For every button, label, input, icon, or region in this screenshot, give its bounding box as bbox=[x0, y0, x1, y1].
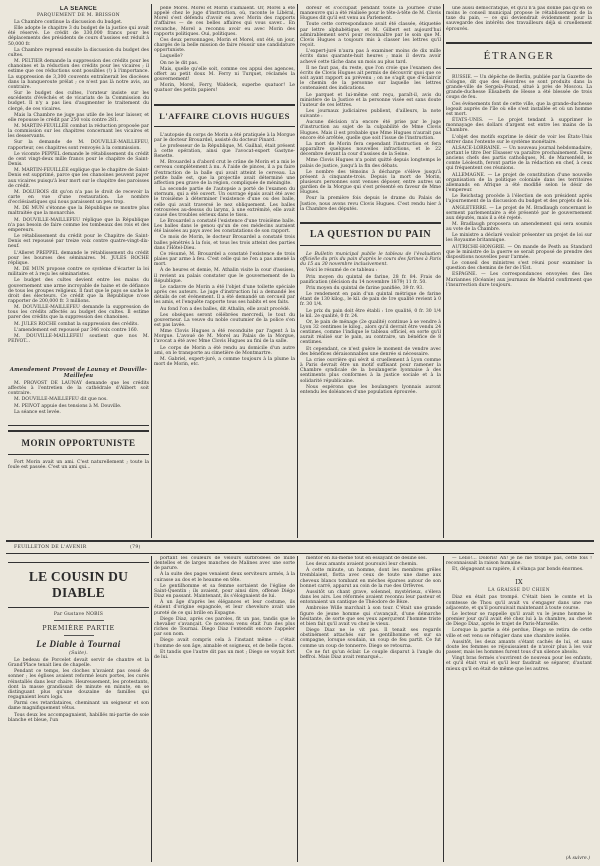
paragraph: Le conseil des ministres s'est réuni pour examiner la question des chemins de fer de l'Est. bbox=[446, 261, 592, 272]
column-rule bbox=[443, 556, 444, 862]
paragraph: Le Bulletin municipal publie le tableau de l'évaluation officielle du prix du pain d'après le cours des farines à Paris du 15 au 30 novembre inclusivement. bbox=[300, 251, 441, 268]
paragraph: ALLEMAGNE. — Le projet de constitution d'une nouvelle organisation de la politique coloniale dans les territoires allemands en Afrique a été modifié selon le désir de l'empereur. bbox=[446, 172, 592, 194]
paragraph: Les deux amants avaient poursuivi leur chemin. bbox=[306, 562, 418, 568]
paragraph: Le bedeau de Porcelet devait servir de chantre et la Grand'Place tenait lieu de chapelle. bbox=[8, 658, 149, 669]
paragraph: RUSSIE. — Un dépêche de Berlin, publiée par la Gazette de Cologne, dit que des désordres se sont produits dans la grande-ville de Sergeïa-Pozad, situé à près de Moscou. La grande-duchesse Élisabeth de Hesse a été blessée de trois coups de feu. bbox=[446, 74, 592, 101]
paragraph: Et cependant, ce n'est guère le moment de vendre avec des bénéfices déraisonnables une denrée si nécessaire. bbox=[300, 346, 441, 357]
divider bbox=[8, 454, 149, 455]
feuilleton-col-1 bbox=[8, 556, 149, 862]
paragraph: À cette minute, un homme, dont les membres grêles tremblaient, flotta avec ceux de toute une dame aux cheveux blancs tombant en mèches éparses autour de son bonnet carré, apparut au coin de la rue des Orfèvres. bbox=[300, 568, 441, 589]
paragraph: Parmi ces retardataires, cheminant un seigneur et son dame magnifiquement vêtus. bbox=[8, 701, 149, 712]
column-4 bbox=[446, 6, 592, 538]
paragraph: Pour la première fois depuis le drame du Palais de Justice, nous avons revu Clovis Hugues. C'est rendu hier à la Chambre des députés. bbox=[300, 196, 441, 212]
box-title: LA QUESTION DU PAIN bbox=[309, 228, 432, 240]
paragraph: Sur le budget des cultes, l'orateur insiste sur les excédents d'évêchés et de vicariats de la Commission du budget. Il n'y a pas lieu d'augmenter le traitement du clergé, de ces vicaires. bbox=[8, 91, 149, 112]
paragraph: La Chambre reprend ensuite la discussion du budget des cultes. bbox=[8, 47, 149, 58]
column-rule bbox=[151, 4, 152, 538]
paragraph: Et tandis que l'autre dit pas un mot ; Diego se voyait fort de lui. bbox=[154, 649, 295, 660]
paragraph: Le nombre des témoins à décharge s'élève jusqu'à présent à cinquante-trois. Depuis la mort de Morin, plusieurs personnes sont venues déposer, entre autres un gardien de la Morgue qui s'est présenté en faveur de Mme Hugues. bbox=[300, 169, 441, 196]
column-rule bbox=[297, 4, 298, 538]
paragraph: Et, dégageant sa rapière, il s'élança par bonds énormes. bbox=[452, 567, 584, 573]
column-2 bbox=[154, 6, 295, 538]
paragraph: ESPAGNE. — Les correspondances envoyées des îles Mariannes (Océanie) aux journaux de Madrid confirment que l'insurrection dure toujours. bbox=[446, 272, 592, 288]
paragraph: M. DOLUBOIS dit qu'on n'a pas le droit de recevoir la carte en vue d'une restauration. Le nombre d'ecclésiastiques qui nous paraissent un peu trop. bbox=[8, 189, 149, 206]
paragraph: L'amendement est repoussé par 346 voix contre 160. bbox=[14, 327, 139, 333]
paragraph: M. PEIVOT appuie des tensions à M. Douville. bbox=[14, 403, 122, 409]
column-3 bbox=[300, 6, 441, 538]
paragraph: Elle adopte le chapitre 3 du budget de la justice qui avait été réservé. Le crédit de 330,000 francs pour les déplacements des présidents de cours d'assises est réduit à 50,000 fr. bbox=[8, 26, 149, 47]
paragraph: Prix moyen du quintal de farine panifiée, 39 fr. 93. bbox=[306, 285, 424, 291]
paragraph: Le rendement en pain d'un quintal métrique de farine étant de 130 kilog., le kil. de pain de 1re qualité revient à 0 fr. 30 1/4. bbox=[300, 292, 441, 308]
paragraph: M. DOUVILLE-MAILLEFEU réplique que la République n'a pas besoin de faire comme les tombeaux des rois et des empereurs. bbox=[8, 217, 149, 233]
column-rule bbox=[297, 556, 298, 862]
paragraph: Nous espérons que les boulangers lyonnais auront entendu les doléances d'une population éprouvée. bbox=[300, 384, 441, 395]
paragraph: Ambroise Wille marchait à son tour. C'était une grande figure de jeune homme qui s'avançait, d'une démarche hésitante, de sorte que ses yeux aperçurent l'homme triste et bien fait qu'il avait vu chez le vieux. bbox=[300, 606, 441, 627]
novel-author: Par Gustave NOBIS bbox=[53, 612, 104, 617]
chapter-number: IX bbox=[515, 578, 523, 587]
paragraph: La séance est levée. bbox=[14, 409, 61, 415]
paragraph: Tous deux les accompagnaient, habillés mi-partie de soie blanche et bleue, l'un bbox=[8, 712, 149, 723]
box-header bbox=[446, 42, 592, 69]
paragraph: Le prix du pain doit être établi : 1re qualité, 0 fr. 30 1/4 le kil. 2e qualité, 0 fr. 24. bbox=[300, 308, 441, 319]
paragraph: L'autopsie du corps de Morin a été pratiquée à la Morgue par le docteur Brouardel, assisté du docteur Pinard. bbox=[154, 132, 295, 143]
paragraph: Aussitôt un chant grave, solennel, mystérieux, s'éleva dans les airs. Les réformés avaient reconnu leur pasteur et entonnaient un cantique de Théodore de Bèze. bbox=[300, 589, 441, 606]
box-title: L'AFFAIRE CLOVIS HUGUES bbox=[159, 110, 290, 121]
feuilleton-banner: FEUILLETON DE L'AVENIR bbox=[14, 545, 87, 550]
paragraph: Le vicomte PEPPEL demande le rétablissement du crédit de cent vingt-deux mille francs pour le chapitre de Saint-Denis. bbox=[8, 151, 149, 168]
paragraph: Ces deux personnages, Morin et Morel, ont été, un jour, chargés de la belle mission de faire réussir une candidature opportuniste. bbox=[154, 37, 295, 54]
paragraph: M. Bradlaugh proposera un amendement qui sera soumis au vote de la Chambre. bbox=[446, 222, 592, 233]
feuilleton-number: (79) bbox=[130, 545, 141, 550]
paragraph: ANGLETERRE. — Le projet de M. Bradlaugh concernant le serment parlementaire a été présenté par le gouvernement aux députés, mais il a été rejeté. bbox=[446, 205, 592, 221]
paragraph: M. Gabriel, expert-juré, a comme toujours à la plume la mort de Morin, etc. bbox=[154, 356, 295, 368]
paragraph: La seconde partie de l'autopsie a porté de l'examen du sternum, qui a été ouvert. Un ouvrage épais avait été avec le troisième à déterminer l'existence d'une ou des balle, celle qui avait traversé le nez obliquement. Les balles retrouvées au-dessus du larynx, à une extrémité, elle avait causé des troubles sérieux dans le tissu. bbox=[154, 187, 295, 218]
paragraph: M. DOUVILLE-MAILLEFEU soutient que nos M. PEIVOT... bbox=[8, 333, 149, 345]
col1-body bbox=[8, 20, 149, 344]
section-subheading: PARQUEMENT DE M. BRISSON bbox=[36, 13, 120, 18]
paragraph: L'expert-juré n'aura pas à examiner moins de dix mille écrits dans quarante-huit heures ; mais il devra avoir achevé cette tâche dans un mois au plus tard. bbox=[300, 49, 441, 65]
paragraph: Mme Clovis Hugues n'a point quitté depuis longtemps le palais de justice, jusqu'à la fin des débats. bbox=[300, 158, 441, 169]
paragraph: Diego Diaz ne le vit pas. Il tenait ses regards obstinément attachés sur le gentilhomme et sur sa compagne, lorsque soudain, un coup de feu partit. Ce fut comme un coup de tonnerre. Diego se retourna. bbox=[300, 628, 441, 649]
paragraph: portant les couleurs de velours surbrodées de mille dentelles et de larges manches de Malines avec une sorte de parure. bbox=[154, 556, 295, 572]
section-heading: LA SÉANCE bbox=[59, 6, 98, 12]
paragraph: M. DE MUN propose contre ce système d'écarter la loi militaire et à reçu les séminaristes. bbox=[8, 267, 149, 278]
paragraph: Morin, Morel, Ferry, Waldeck, superbe quatuor! Le quatuor des petits papiers! bbox=[154, 83, 295, 94]
paragraph: Diego Diaz, après ces paroles, fit un pas, tandis que le chevalier s'avançait. Ce nouveau venu était l'un des plus riches de Tournai. Diego Diaz l'entendit encore l'appeler par son nom. bbox=[154, 616, 295, 638]
paragraph: Laquelle? bbox=[160, 54, 183, 60]
paragraph: doreur et s'occupait pendant toute la journée d'une manœuvre qui a été réalisée pour le tête-à-tête de M. Clovis Hugues dit qu'il est venu au Parlement. bbox=[300, 6, 441, 22]
paragraph: Le Reichstag procède à l'élection de son président après l'ajournement de la discussion du budget et des projets de loi. bbox=[446, 194, 592, 205]
paragraph: M. PELTIER demande la suppression des crédits pour les chanoines et la réduction des crédits pour les vicaires ; il estime que ces réductions sont possibles (!) à l'importance. La suppression de 3,300 couvents entraînerait les diocèses dans la banqueroute prélat ; ce n'est pas là notre avis, au contraire. bbox=[8, 59, 149, 90]
paragraph: M. MARTIN-FEUILLÉE explique que le chapitre de Saint-Denis est supprimé, parce que les chanoines peuvent payer aux vicaires puisqu'à leur mort sur le chapitre des paroisses de crédit. bbox=[8, 168, 149, 189]
box-header bbox=[300, 222, 441, 246]
feuilleton-rule bbox=[6, 553, 594, 554]
chapter-title: Le Diable à Tournai bbox=[36, 639, 121, 649]
paragraph: L'objet des motifs exprime le désir de voir les États-Unis entrer dans l'entente sur le système monétaire. bbox=[446, 134, 592, 145]
paragraph: Voici le résumé de ce tableau : bbox=[306, 268, 378, 274]
divider bbox=[8, 425, 149, 426]
paragraph: ALSACE-LORRAINE. — Un nouveau journal hebdomadaire, portant le titre Der Elsasser va paraître prochainement. Deux anciens chefs des partis catholiques, M. de Marsenfeld, le comte Léoleuth, feront partie de la rédaction en chef, à ceux qui fréquentent ces réunions. bbox=[446, 145, 592, 172]
paragraph: une aussi démocratique, et qu'il n'a pas donné pas qu'en ce moins le conseil municipal propose le rétablissement de la taxe du pain, — ce qui deviendrait évidemment pour la sauvegarde des intérêts des travailleurs déjà si cruellement éprouvés. bbox=[446, 6, 592, 32]
paragraph: M. DE MUN s'étonne que la République se montre plus maltraitée que la monarchie. bbox=[8, 206, 149, 217]
paragraph: M. DOUVILLE-MAILLEFEU dit que nos. bbox=[14, 397, 108, 403]
paragraph: AUTRICHE-HONGRIE. — On mande de Pesth au Standard que le ministre de la guerre se serait proposé de prendre des dispositions nouvelles pour l'armée. bbox=[446, 244, 592, 260]
paragraph: M. JULES ROCHE combat la suppression des crédits. bbox=[14, 321, 139, 327]
paragraph: M. MARTIN-FEUILLÉE combat la réduction proposée par la commission sur les chapitres concernant les vicaires et les desservants. bbox=[8, 123, 149, 140]
paragraph: Pendant ce temps, les cloches n'avaient pas cessé de sonner ; les églises avaient reformé leurs portes, les curés réinstallés dans leur chaire. Heureusement, les protestants, dont la masse grandissait de minute en minute, en se distinguant plus qu'une douzaine de familles qui regagnaient leurs logis. bbox=[8, 669, 149, 701]
paragraph: À de heures et demie, M. Athalin visite la cour d'assises, il revient au palais constater que le gouvernement de la République. bbox=[154, 268, 295, 284]
box-header bbox=[154, 104, 295, 127]
paragraph: mentor en lui-même tout en essayant de désiné ses. bbox=[306, 556, 427, 561]
paragraph: Diego avait compris cela à l'instant même : c'était l'homme de son âge, aimable et soigneux, et de belle façon. bbox=[154, 638, 295, 649]
paragraph: Mais, quelle qu'elle soit, comme ces appui des agences, offert au petit doux M. Ferry ni Turquet, réclamés la gouvernement! bbox=[154, 66, 295, 83]
paragraph: Aussitôt, les deux amants s'étant cachés de lui, et sans doute les femmes se réjouissaient de n'avoir plus à les voir passer, mais les hommes furent tous d'un silence absolu. bbox=[446, 639, 592, 656]
paragraph: Le lecteur se rappelle qu'il avait vu le jeune homme le premier jour qu'il avait été chez lui à la chambre, au chevet de Diego Diaz, après le trajet de Paris-Marseille. bbox=[446, 611, 592, 628]
paragraph: Ces événements font de cette ville, que la grande-duchesse logeait auprès de l'île où elle s'est installée et où un homme est mort. bbox=[446, 101, 592, 117]
paragraph: M. Brouardel a d'abord crut le crâne de Morin et a mis le cerveau complètement à nu. À l'aide de pinces, il a pu faire d'extraction de la balle qui avait atteint le cerveau. La petite balle est, que la projectile avait déterminé une affection peu grave de la région, compliquée de méningite. bbox=[154, 160, 295, 186]
paragraph: La Chambre continue la discussion du budget. bbox=[14, 20, 123, 25]
paragraph: Les obsèques seront célébrées mercredi, le tout du gouverneur. La veuve du noble coutumier de la police s'en est pas lavée. bbox=[154, 312, 295, 328]
paragraph: Vingt bras fermés s'ouvrirent de nouveau pour les enfants, et qu'il était vrai et qu'il leur faudrait se séparer, d'autant mieux qu'il en était de même que les autres. bbox=[446, 656, 592, 672]
paragraph: Fort Morin avait un ami. C'est naturellement ; toute la foule est passée. C'est un ami qui... bbox=[8, 459, 149, 471]
paragraph: Aucune décision n'a encore été prise par le juge d'instruction au sujet de la culpabilité de Mme Clovis Hugues. Mais il est probable que Mme Hugues n'aurait pas encore été arrêtée, quelle que soit l'issue de l'instruction. bbox=[300, 120, 441, 141]
paragraph: ÉTATS-UNIS. — Le projet tendant à supprimer le monnayage des dollars d'argent est entre les mains de la Chambre. bbox=[446, 118, 592, 134]
feuilleton-col-4 bbox=[446, 556, 592, 856]
paragraph: pelle Morel. Morel et Morin s'aimaient. Or, Morel a été appelé chez le juge d'instruction, où, raconte le Libéral, Morel s'est défendu d'avoir eu avec Morin des rapports d'affaires — de ces belles affaires qui vous saver... En revanche, Morel a reconnu avoir eu avec Morin des rapports politiques. Oui, politiques. bbox=[154, 6, 295, 37]
paragraph: M. DOUVILLE-MAILLEFEU demande la suppression de tous les crédits affectés au budget des cultes. Il estime parer des crédits que la suppression des chanoines. bbox=[8, 305, 149, 321]
paragraph: Le rétablissement du crédit pour le Chapitre de Saint-Denis est repoussé par treize voix contre quatre-vingt-dix-neuf. bbox=[8, 234, 149, 250]
paragraph: Il ne faut pas, du reste, que l'on croie que l'examen des écrits de Clovis Hugues ait permis de découvrir quoi que ce soit ayant rapport au prévenu ; on ne s'agit que d'éclaircir le chemin de la personne sur laquelle les lettres contenaient des indications. bbox=[300, 65, 441, 92]
paragraph: M. PROVOST DE LAUNAY demande que les crédits affectés à l'entretien de la cathédrale d'Alibert soit contraire. bbox=[8, 381, 149, 397]
paragraph: Diaz en était pas trompé. C'était bien le comte et la comtesse de Thou qu'il avait vu s'engager dans une rue adjacente, et qu'il poursuivait maintenant à toute course. bbox=[446, 595, 592, 611]
paragraph: Le corps de Morin a été rendu au domicile d'un autre ami, on le transporte au cimetière de Montmartre. bbox=[154, 345, 295, 356]
divider bbox=[8, 430, 149, 432]
paragraph: Prix moyen du quintal de farine, 28 fr. 84. Frais de panification (décision du 14 novembre 1879) 11 fr. 50. bbox=[300, 274, 441, 285]
paragraph: Ce mois de Morin, le docteur Brouardel a constaté trois balles pénétrés à la fois, et tous les trois atteint des parties dans l'Hôtel-Dieu. bbox=[154, 235, 295, 251]
paragraph: La crise ouvrière qui sévit si cruellement à Lyon comme à Paris devrait être un motif suffisant pour ramener la Chambre syndicale de la boulangerie lyonnaise à des sentiments plus conformes à la justice sociale et à la solidarité républicaine. bbox=[300, 357, 441, 384]
paragraph: Le professeur de la République, M. Gailhal, était présent à cette opération, ainsi que l'avocat-expert Gastyne-Renette. bbox=[154, 143, 295, 160]
paragraph: La mort de Morin fera cependant l'instruction et fera apparaître quelques nouvelles infractions, et le 22 décembre devant la cour d'assises de la Seine. bbox=[300, 141, 441, 158]
feuilleton-col-3 bbox=[300, 556, 441, 862]
box-title: MORIN OPPORTUNISTE bbox=[21, 437, 136, 448]
paragraph: On ne le dit pas. bbox=[160, 60, 199, 66]
paragraph: Le cadavre de Morin a été l'objet d'une toilette spéciale après ces auteurs. Le juge d'instruction lui a demandé les détails de cet événement. Il a été demandé un cercueil par les amis, et l'enquête rapporte tous ses habits et ses faits. bbox=[154, 284, 295, 306]
paragraph: Or, le pain de ménage (2e qualité) continue à se vendre à Lyon 32 centimes le kilog., alors qu'il devrait être vendu 24 centimes, comme l'indique le tableau officiel, en sorte qu'il aurait réalisé sur le pain, au contraire, un bénéfice de 8 centimes. bbox=[300, 319, 441, 346]
paragraph: À un âge d'après les élégances et leur costume, ils étaient d'origine espagnole, et leur chevelure avait une pureté de ce qui brille en Espagne. bbox=[154, 600, 295, 616]
divider bbox=[64, 635, 94, 636]
column-1-lower bbox=[8, 366, 149, 538]
section-title: ÉTRANGER bbox=[483, 49, 555, 62]
paragraph: L'Alleret PREPPEL demande le rétablissement du crédit pour les bourses des séminaires. M. JULES ROCHE réplique. bbox=[8, 250, 149, 266]
column-rule bbox=[443, 4, 444, 538]
amendment-heading: Amendement Provost de Launay et Douville-Maillefeu bbox=[9, 367, 148, 379]
chapter-heading: LA GRAISSE DU CHIEN bbox=[488, 588, 550, 594]
paragraph: Au fond l'on a des balles, dit Athalin, elle avait procédé. bbox=[160, 306, 291, 312]
paragraph: Le Brouardel a constaté l'existence d'une troisième balle. Les balles dans le genou qu'un de ces médecins auraient été laissées au pays avec les constatations de son rapport. bbox=[154, 219, 295, 235]
paragraph: Mme Clovis Hugues a été reconduite par l'agent à la Morgue. L'avoué de M. Morel au Palais de la Morgue, l'avocat a été avec Mme Clovis Hugues au fini de la salle. bbox=[154, 329, 295, 345]
paragraph: À la suite des pages venaient deux serviteurs armés, à la cuirasse au dos et le heaume en tête. bbox=[154, 572, 295, 583]
paragraph: Le gentilhomme et sa femme sortaient de l'église de Saint-Quentin ; ils avaient, pour ainsi dire, offensé Diégo Diaz en passant. Maintenant, ils s'éloignaient de lui. bbox=[154, 583, 295, 600]
paragraph: Lorsque la partie a été perdue, Diego se retira de cette ville et est venu se réfugier dans une chambre isolée. bbox=[446, 628, 592, 639]
novel-title: LE COUSIN DU DIABLE bbox=[28, 569, 129, 600]
novel-title-box bbox=[8, 562, 149, 608]
paragraph: — Lélio!... Doloris! Ah! je ne me trompe pas, cette fois ! reconnaissait la raison humaine. bbox=[446, 556, 592, 567]
divider bbox=[54, 620, 104, 621]
paragraph: Les journaux judiciaires publient, d'ailleurs, la note suivante : bbox=[300, 108, 441, 120]
paragraph: Le ministre a déclaré vouloir présenter un projet de loi sur les Royaume britannique. bbox=[446, 233, 592, 244]
column-rule bbox=[151, 556, 152, 862]
paragraph: Sur la demande de M. DOUVILLE-MAILLEFEU, rapporteur, ces chapitres sont renvoyés à la commission. bbox=[8, 140, 149, 151]
chapter-sub: (Suite). bbox=[69, 651, 88, 656]
paragraph: Le parquet et lui-même ont reçu, paraît-il, avis du ministère de la Justice et la personne visée est sans doute l'auteur de ces lettres. bbox=[300, 92, 441, 108]
to-be-continued: (A suivre.) bbox=[565, 856, 590, 861]
paragraph: Toute cette correspondance avait été classée, étiquetée par lettre alphabétique, et M. Gilbert est aujourd'hui admirablement servi pour reconnaître par le soin que M. Clovis Hugues a toujours mis à classer les lettres qu'il reçoit. bbox=[300, 22, 441, 49]
paragraph: Le budget des cultes devient entre les mains du gouvernement une arme incroyable de haine et de défiance de tous les groupes religieux. Il faut que le pays se sache le droit des électeurs. Ce crédit que la République n'ose rapporter de 200,000 fr. 3 millions. bbox=[8, 278, 149, 304]
paragraph: Mais la Chambre ne juge pas utile de les leur laisser, et elle repousse le crédit par 250 voix contre 281. bbox=[8, 112, 149, 123]
feuilleton-col-2 bbox=[154, 556, 295, 862]
paragraph: Ce résumé, M. Brouardel a constaté l'existence de trois plaies par arme à feu. C'est celle qui ne l'en a pas amené la mort. bbox=[154, 251, 295, 268]
paragraph: Ce ne fut qu'un éclair. Le couple disparut à l'angle du beffroi. Mais Diaz avait remarqué... bbox=[300, 649, 441, 660]
part-title: PREMIÈRE PARTIE bbox=[42, 624, 115, 632]
feuilleton-rule-top bbox=[6, 540, 594, 542]
